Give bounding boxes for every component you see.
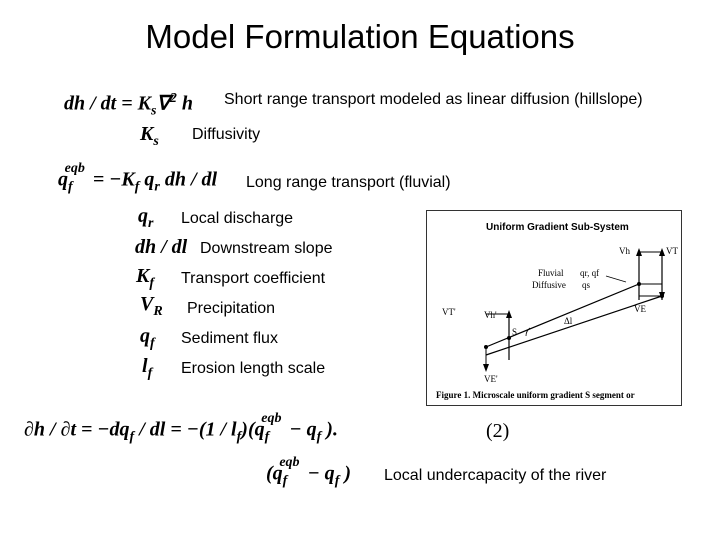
label-vh: Vh	[619, 246, 630, 256]
label-s: S	[512, 327, 518, 337]
downstream-slope-description: Downstream slope	[200, 240, 333, 257]
qf-symbol: $q_f$	[140, 325, 155, 351]
local-discharge-description: Local discharge	[181, 210, 294, 227]
label-dl: Δl	[564, 316, 573, 326]
label-fluvial: Fluvial	[538, 268, 564, 278]
label-ve-prime: VE'	[484, 374, 498, 384]
dhdl-symbol: dh / dl	[135, 236, 188, 258]
short-range-description: Short range transport modeled as linear diffusion (hillslope)	[224, 91, 643, 108]
hillslope-diffusion-equation: dh / dt = $K_s\nabla^2$ h	[64, 91, 193, 119]
figure-caption: Figure 1. Microscale uniform gradient S segment or	[436, 390, 635, 400]
ks-symbol: $K_s$	[140, 123, 159, 149]
lf-symbol: $l_f$	[142, 355, 153, 381]
precipitation-description: Precipitation	[187, 300, 276, 317]
label-diffusive: Diffusive	[532, 280, 566, 290]
erosion-rate-equation: $\partial h / \partial t = -dq_f$ / dl = $-(1 / l_f)(q_f^{eqb}- q_f$ ).	[24, 411, 338, 445]
label-qr-qf: qr, qf	[580, 268, 600, 278]
sediment-flux-description: Sediment flux	[181, 330, 278, 347]
kf-symbol: $K_f$	[136, 265, 155, 291]
page-title: Model Formulation Equations	[145, 18, 575, 55]
label-vt-prime: VT'	[442, 307, 456, 317]
fluvial-transport-equation: $q_f^{eqb}= -K_f$ $q_r$ dh / dl	[58, 161, 218, 195]
diffusivity-description: Diffusivity	[192, 126, 261, 143]
erosion-length-description: Erosion length scale	[181, 360, 326, 377]
figure-title: Uniform Gradient Sub-System	[486, 222, 629, 233]
transport-coefficient-description: Transport coefficient	[181, 270, 326, 287]
undercapacity-description: Local undercapacity of the river	[384, 467, 607, 484]
label-vt: VT	[666, 246, 678, 256]
undercapacity-expression: ($q_f^{eqb}- q_f$ )	[266, 455, 352, 489]
uniform-gradient-figure	[426, 210, 682, 406]
label-vh-prime: Vh'	[484, 310, 497, 320]
qr-symbol: $q_r$	[138, 205, 154, 231]
long-range-description: Long range transport (fluvial)	[246, 174, 451, 191]
figure-diagram	[426, 210, 682, 406]
vr-symbol: $V_R$	[140, 293, 163, 319]
equation-number: (2)	[486, 420, 510, 442]
label-qs: qs	[582, 280, 591, 290]
label-ve: VE	[634, 304, 646, 314]
